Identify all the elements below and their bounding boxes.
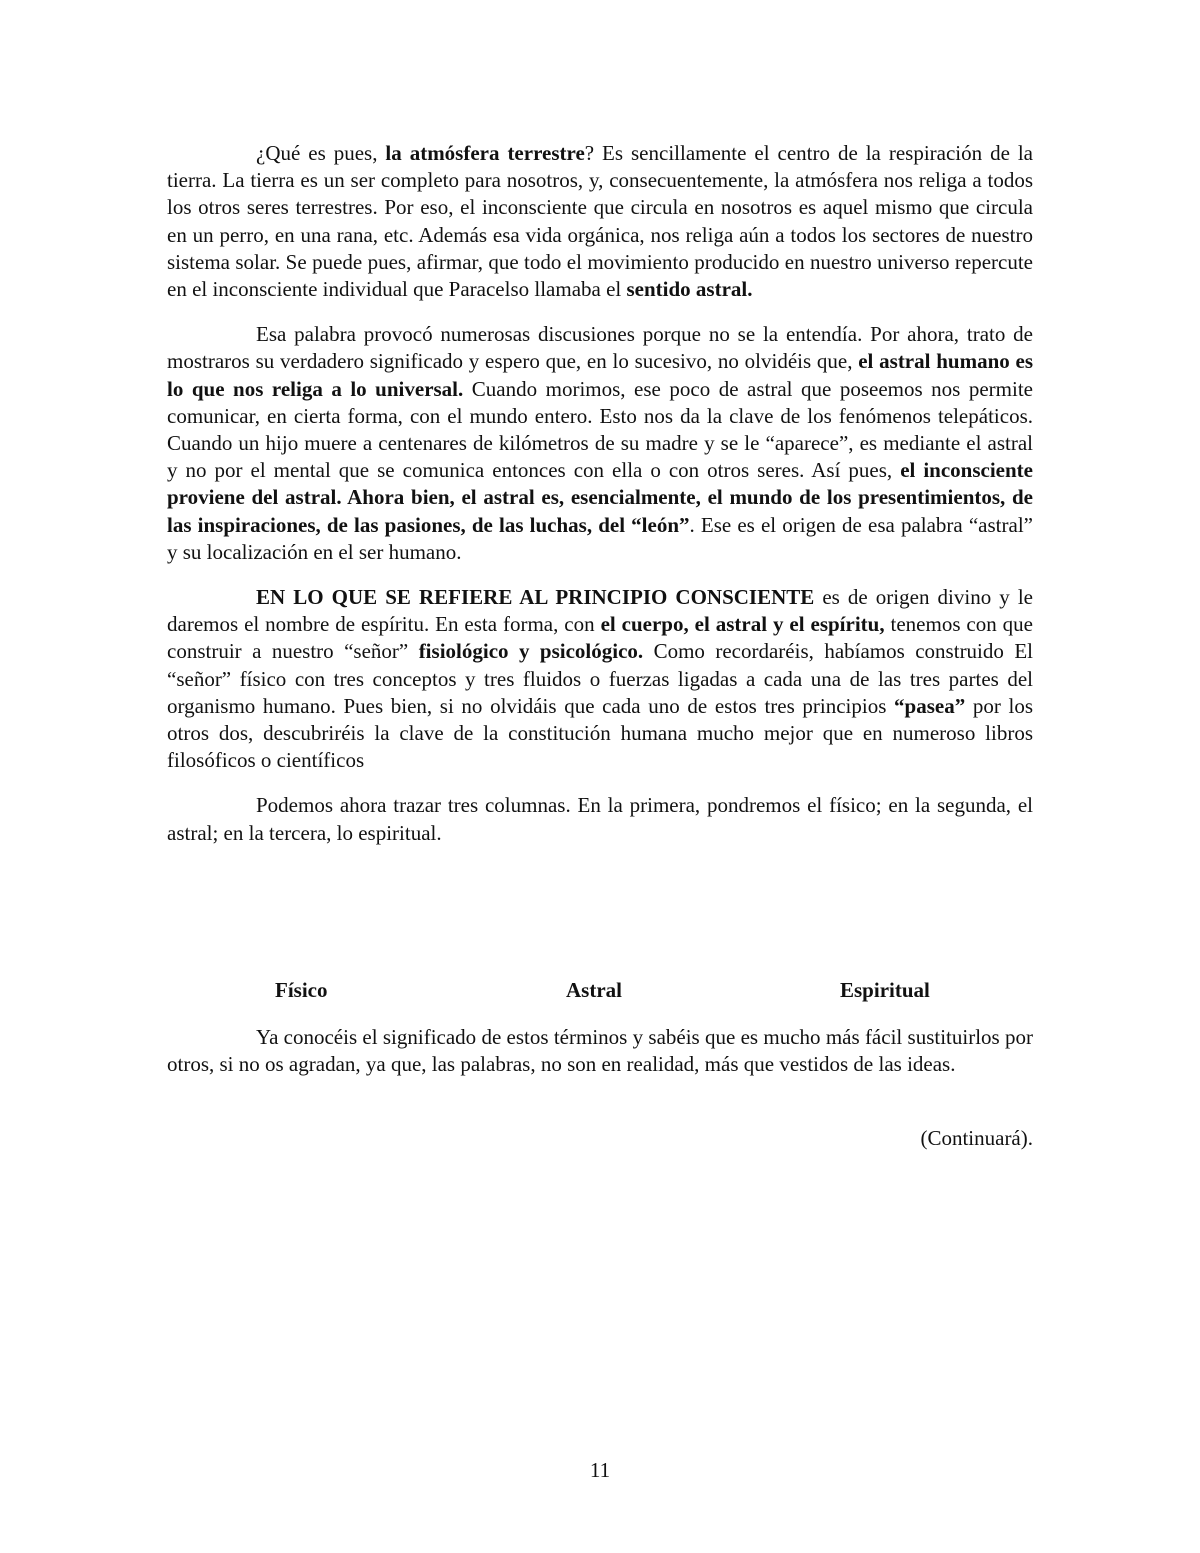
text-run: . Ese es el origen de esa palabra “astral” y su localización en el ser humano. (167, 512, 1033, 564)
paragraph-columnas (167, 792, 1033, 846)
text-run: es de origen divino y le daremos el nombre de espíritu. En esta forma, con (167, 585, 1033, 637)
text-run: Esa palabra provocó numerosas discusiones porque no se la entendía. Por ahora, trato de mostraros su verdadero significado y espero que, en lo sucesivo, no olvidéis que, (167, 322, 1033, 374)
text-run-bold: EN LO QUE SE REFIERE AL PRINCIPIO CONSCIENTE (256, 585, 815, 610)
page-number: 11 (589, 1458, 611, 1482)
text-run: ? Es sencillamente el centro de la respiración de la tierra. La tierra es un ser completo para nosotros, y, consecuentemente, la atmósfera nos religa a todos los otros seres terrestres. Por eso, el inconsciente que circula en nosotros es aquel mismo que circula en un perro, en una rana, etc. Además esa vida orgánica, nos religa aún a todos los sectores de nuestro sistema solar. Se puede pues, afirmar, que todo el movimiento producido en nuestro universo repercute en el inconsciente individual que Paracelso llamaba el (167, 141, 1034, 302)
text-run-bold: fisiológico y psicológico. (418, 639, 644, 664)
text-run-bold: la atmósfera terrestre (385, 141, 585, 165)
column-heading-astral: Astral (566, 978, 622, 1002)
column-headings (167, 978, 1033, 1006)
paragraph-atmosfera (167, 140, 1033, 303)
paragraph-consciente (167, 584, 1033, 774)
text-run: tenemos con que construir a nuestro “señor” (167, 612, 1033, 664)
text-run: por los otros dos, descubriréis la clave de la constitución humana mucho mejor que en numeroso libros filosóficos o científicos (167, 693, 1033, 773)
text-run-bold: sentido astral. (626, 277, 753, 302)
paragraph-terminos: Ya conocéis el significado de estos términos y sabéis que es mucho más fácil sustituirlos por otros, si no os agradan, ya que, las palabras, no son en realidad, más que vestidos de las ideas. (167, 1025, 1033, 1077)
closing-section (167, 1024, 1033, 1096)
text-run: ¿Qué es pues, (256, 141, 386, 165)
column-heading-espiritual: Espiritual (840, 978, 930, 1002)
text-run: Podemos ahora trazar tres columnas. En la primera, pondremos el físico; en la segunda, el astral; en la tercera, lo espiritual. (167, 793, 1033, 845)
text-run-bold: “pasea” (894, 693, 966, 718)
paragraph-astral (167, 321, 1033, 566)
text-run: Como recordaréis, habíamos construido El “señor” físico con tres conceptos y tres fluidos o fuerzas ligadas a cada una de las tres partes del organismo humano. Pues bien, si no olvidáis que cada uno de estos tres principios (167, 639, 1033, 718)
text-run-bold: el cuerpo, el astral y el espíritu, (600, 612, 885, 637)
body-text (167, 140, 1033, 865)
continuation-note: (Continuará). (920, 1126, 1033, 1150)
text-run-bold: el inconsciente proviene del astral. Ahora bien, el astral es, esencialmente, el mundo de los presentimientos, de las inspiraciones, de las pasiones, de las luchas, del “león” (167, 458, 1033, 537)
text-run-bold: el astral humano es lo que nos religa a lo universal. (167, 349, 1033, 401)
text-run: Cuando morimos, ese poco de astral que poseemos nos permite comunicar, en cierta forma, con el mundo entero. Esto nos da la clave de los fenómenos telepáticos. Cuando un hijo muere a centenares de kilómetros de su madre y se le “aparece”, es mediante el astral y no por el mental que se comunica entonces con ella o con otros seres. Así pues, (167, 376, 1033, 483)
column-heading-fisico: Físico (275, 978, 328, 1002)
